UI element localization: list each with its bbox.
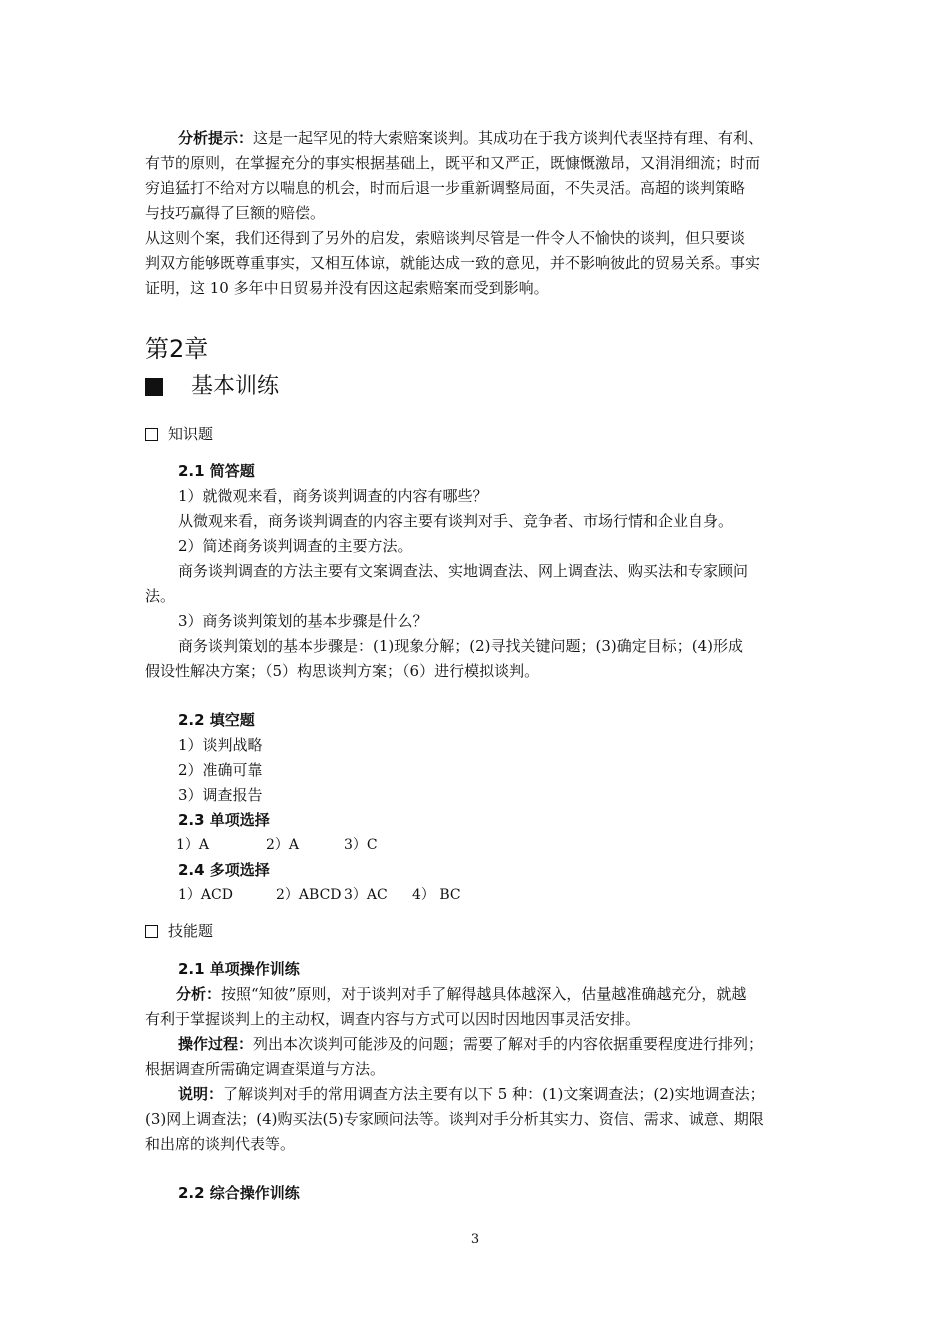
skills-title-text: 技能题 [168,922,214,940]
single-choice-2: 2）A [266,837,300,853]
multi-choice-3: 3）AC [344,887,388,903]
subsection-2-4-title: 2.4 多项选择 [178,861,270,879]
multi-choice-4: 4） BC [412,887,461,903]
process-line-1 [178,1032,763,1057]
single-choice-3: 3）C [344,837,378,853]
fill-item-1: 1）谈判战略 [178,736,263,754]
question-1: 1）就微观来看，商务谈判调查的内容有哪些？ [178,487,488,505]
answer-3-line-1: 商务谈判策划的基本步骤是：(1)现象分解；(2)寻找关键问题；(3)确定目标；(4)形成 [178,637,743,655]
multi-choice-1: 1）ACD [178,887,233,903]
analysis-label: 分析： [176,985,222,1003]
skills-section-title [145,920,213,942]
intro-line-1 [178,126,763,151]
analysis-line-1 [176,982,746,1007]
section-heading-text: 基本训练 [191,374,280,399]
process-text-1: 列出本次谈判可能涉及的问题；需要了解对手的内容依据重要程度进行排列； [253,1035,764,1053]
analysis-line-2: 有利于掌握谈判上的主动权，调查内容与方式可以因时因地因事灵活安排。 [145,1010,641,1028]
answer-3-line-2: 假设性解决方案；（5）构思谈判方案；（6）进行模拟谈判。 [145,662,540,680]
intro-text-1: 这是一起罕见的特大索赔案谈判。其成功在于我方谈判代表坚持有理、有利、 [253,129,764,147]
analysis-text-1: 按照“知彼”原则，对于谈判对手了解得越具体越深入，估量越准确越充分，就越 [221,985,747,1003]
process-line-2: 根据调查所需确定调查渠道与方法。 [145,1060,386,1078]
note-label: 说明： [178,1085,224,1103]
note-line-1 [178,1082,765,1107]
intro-line-4: 与技巧赢得了巨额的赔偿。 [145,204,326,222]
single-choice-1: 1）A [176,837,210,853]
fill-item-3: 3）调查报告 [178,786,263,804]
knowledge-title-text: 知识题 [168,425,214,443]
answer-2-line-1: 商务谈判调查的方法主要有文案调查法、实地调查法、网上调查法、购买法和专家顾问 [178,562,749,580]
page-number: 3 [470,1232,480,1247]
answer-2-line-2: 法。 [145,587,176,605]
section-heading [145,372,279,402]
subsection-2-1-title: 2.1 简答题 [178,462,255,480]
intro-line-6: 判双方能够既尊重事实，又相互体谅，就能达成一致的意见，并不影响彼此的贸易关系。事实 [145,254,761,272]
multi-choice-2: 2）ABCD [276,887,342,903]
intro-line-7: 证明，这 10 多年中日贸易并没有因这起索赔案而受到影响。 [145,279,549,297]
skills-subsection-2-2-title: 2.2 综合操作训练 [178,1184,300,1202]
process-label: 操作过程： [178,1035,254,1053]
note-line-3: 和出席的谈判代表等。 [145,1135,296,1153]
fill-item-2: 2）准确可靠 [178,761,263,779]
intro-line-2: 有节的原则，在掌握充分的事实根据基础上，既平和又严正，既慷慨激昂，又涓涓细流；时而 [145,154,761,172]
question-3: 3）商务谈判策划的基本步骤是什么？ [178,612,428,630]
subsection-2-3-title: 2.3 单项选择 [178,811,270,829]
skills-subsection-2-1-title: 2.1 单项操作训练 [178,960,300,978]
intro-line-5: 从这则个案，我们还得到了另外的启发，索赔谈判尽管是一件令人不愉快的谈判，但只要谈 [145,229,746,247]
chapter-title: 第2章 [145,335,209,363]
subsection-2-2-title: 2.2 填空题 [178,711,255,729]
black-square-icon [145,378,163,396]
intro-line-3: 穷追猛打不给对方以喘息的机会，时而后退一步重新调整局面，不失灵活。高超的谈判策略 [145,179,746,197]
intro-label: 分析提示： [178,129,254,147]
question-2: 2）简述商务谈判调查的主要方法。 [178,537,413,555]
checkbox-square-icon [145,925,158,938]
note-line-2: (3)网上调查法；(4)购买法(5)专家顾问法等。谈判对手分析其实力、资信、需求、诚意、期限 [145,1110,764,1128]
note-text-1: 了解谈判对手的常用调查方法主要有以下 5 种：(1)文案调查法；(2)实地调查法； [223,1085,765,1103]
checkbox-square-icon [145,428,158,441]
knowledge-section-title [145,423,213,445]
answer-1: 从微观来看，商务谈判调查的内容主要有谈判对手、竞争者、市场行情和企业自身。 [178,512,734,530]
